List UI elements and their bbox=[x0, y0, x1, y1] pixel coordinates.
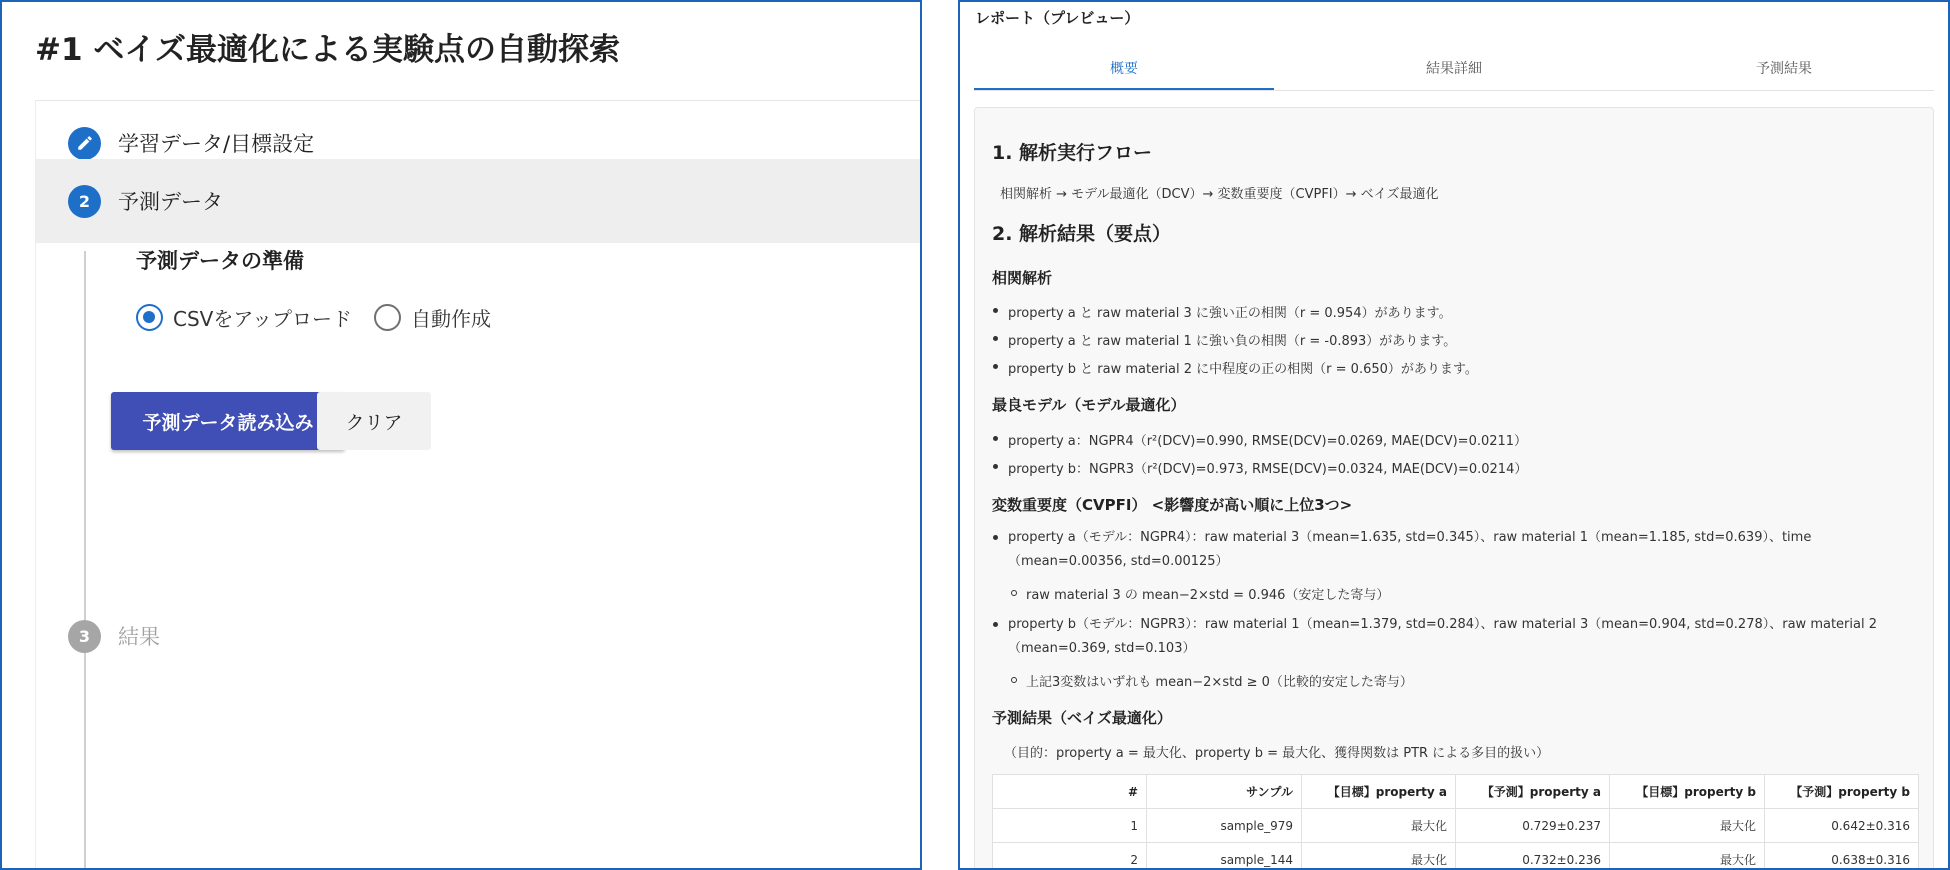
model-heading: 最良モデル（モデル最適化） bbox=[992, 396, 1186, 414]
table-header: 【予測】property b bbox=[1765, 775, 1919, 809]
step-label: 予測データ bbox=[118, 190, 223, 214]
table-header: 【予測】property a bbox=[1456, 775, 1610, 809]
section-heading: 予測データの準備 bbox=[136, 249, 304, 273]
tab-result-details[interactable]: 結果詳細 bbox=[1426, 61, 1482, 77]
step-number-badge: 2 bbox=[68, 185, 101, 218]
table-header: サンプル bbox=[1147, 775, 1302, 809]
radio-label: CSVをアップロード bbox=[173, 307, 352, 331]
tab-overview[interactable]: 概要 bbox=[974, 42, 1274, 90]
report-title: レポート（プレビュー） bbox=[975, 9, 1140, 27]
step-prediction-data[interactable] bbox=[36, 159, 922, 243]
table-header-row bbox=[993, 775, 1919, 809]
list-item: 上記3変数はいずれも mean−2×std ≥ 0（比較的安定した寄与） bbox=[1026, 671, 1413, 690]
list-item: property b（モデル：NGPR3）：raw material 1（mean=1.379, std=0.284）、raw material 3（mean=0.904, std=0.278）、raw material 2（mean=0.369, std=0.103） bbox=[1008, 613, 1908, 661]
flow-heading: 1. 解析実行フロー bbox=[992, 142, 1153, 164]
flow-text: 相関解析 → モデル最適化（DCV）→ 変数重要度（CVPFI）→ ベイズ最適化 bbox=[1000, 187, 1439, 202]
table-cell: 最大化 bbox=[1302, 809, 1456, 843]
step-connector bbox=[84, 251, 86, 869]
radio-label: 自動作成 bbox=[410, 307, 491, 331]
prediction-heading: 予測結果（ベイズ最適化） bbox=[992, 709, 1172, 727]
list-item: property b：NGPR3（r²(DCV)=0.973, RMSE(DCV)=0.0324, MAE(DCV)=0.0214） bbox=[1008, 458, 1527, 477]
list-item: property a と raw material 1 に強い負の相関（r = -0.893）があります。 bbox=[1008, 330, 1456, 349]
list-item: property a（モデル：NGPR4）：raw material 3（mean=1.635, std=0.345）、raw material 1（mean=1.185, std=0.639）、time（mean=0.00356, std=0.00125） bbox=[1008, 526, 1908, 574]
table-cell: 0.732±0.236 bbox=[1456, 843, 1610, 870]
clear-button[interactable]: クリア bbox=[317, 392, 431, 450]
radio-auto-create[interactable] bbox=[374, 303, 491, 332]
left-panel bbox=[0, 0, 922, 870]
step-label: 学習データ/目標設定 bbox=[118, 132, 315, 156]
radio-csv-upload[interactable] bbox=[136, 303, 352, 332]
data-source-radio-group bbox=[136, 303, 513, 332]
radio-unchecked-icon bbox=[374, 304, 401, 331]
results-heading: 2. 解析結果（要点） bbox=[992, 223, 1172, 245]
edit-pencil-icon bbox=[68, 127, 101, 160]
table-cell: 最大化 bbox=[1610, 843, 1765, 870]
table-cell: 最大化 bbox=[1302, 843, 1456, 870]
step-results[interactable] bbox=[36, 594, 922, 678]
report-tabs bbox=[974, 42, 1934, 90]
table-row bbox=[993, 843, 1919, 870]
table-cell: 1 bbox=[993, 809, 1147, 843]
stepper bbox=[35, 100, 922, 870]
list-item: property b と raw material 2 に中程度の正の相関（r = 0.650）があります。 bbox=[1008, 358, 1478, 377]
importance-heading: 変数重要度（CVPFI） <影響度が高い順に上位3つ> bbox=[992, 496, 1353, 514]
list-item: raw material 3 の mean−2×std = 0.946（安定した寄与） bbox=[1026, 584, 1389, 603]
table-cell: 最大化 bbox=[1610, 809, 1765, 843]
step-label: 結果 bbox=[118, 625, 160, 649]
table-row bbox=[993, 809, 1919, 843]
table-cell: 0.642±0.316 bbox=[1765, 809, 1919, 843]
tab-prediction-results[interactable]: 予測結果 bbox=[1756, 61, 1812, 77]
correlation-heading: 相関解析 bbox=[992, 269, 1053, 287]
table-header: # bbox=[993, 775, 1147, 809]
radio-checked-icon bbox=[136, 304, 163, 331]
tab-divider bbox=[974, 90, 1934, 91]
table-header: 【目標】property a bbox=[1302, 775, 1456, 809]
prediction-table bbox=[992, 774, 1919, 870]
table-cell: sample_979 bbox=[1147, 809, 1302, 843]
table-cell: 0.638±0.316 bbox=[1765, 843, 1919, 870]
list-item: property a と raw material 3 に強い正の相関（r = 0.954）があります。 bbox=[1008, 302, 1452, 321]
step-number-badge: 3 bbox=[68, 620, 101, 653]
prediction-note: （目的：property a = 最大化、property b = 最大化、獲得関数は PTR による多目的扱い） bbox=[1004, 746, 1550, 761]
table-cell: 2 bbox=[993, 843, 1147, 870]
page-title: #1 ベイズ最適化による実験点の自動探索 bbox=[35, 32, 621, 68]
table-cell: sample_144 bbox=[1147, 843, 1302, 870]
report-preview-panel bbox=[958, 0, 1950, 870]
report-body bbox=[974, 107, 1934, 870]
list-item: property a：NGPR4（r²(DCV)=0.990, RMSE(DCV)=0.0269, MAE(DCV)=0.0211） bbox=[1008, 430, 1527, 449]
table-header: 【目標】property b bbox=[1610, 775, 1765, 809]
table-cell: 0.729±0.237 bbox=[1456, 809, 1610, 843]
load-prediction-data-button[interactable]: 予測データ読み込み bbox=[111, 392, 345, 450]
